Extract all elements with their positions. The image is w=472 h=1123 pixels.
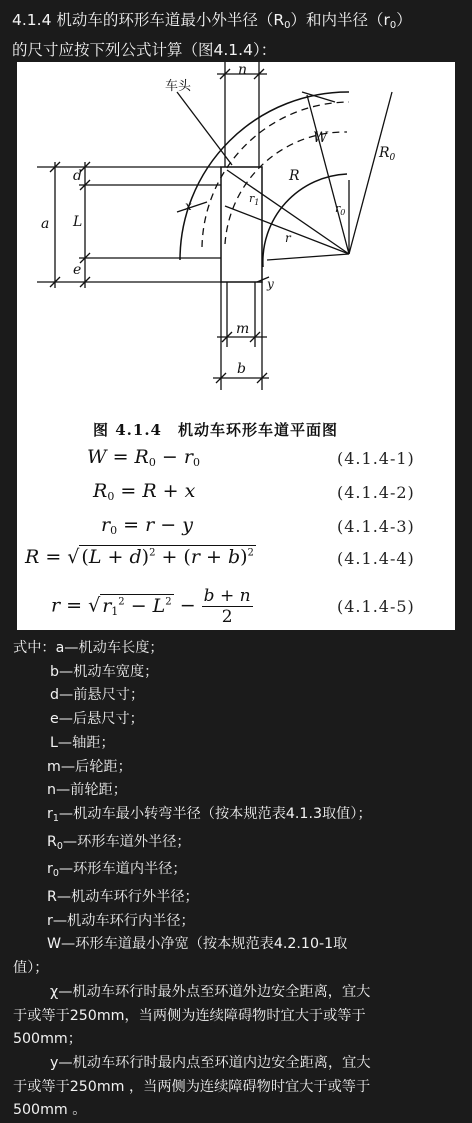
equation-formula: $r_0 = r - y$ (101, 514, 193, 537)
def-R0: $R_0—$环形车道外半径； (47, 833, 191, 852)
label-y: y (267, 277, 274, 291)
def-x-line1: χ—机动车环行时最外点至环道外边安全距离，宜大 (50, 983, 371, 1000)
label-R: R (289, 168, 300, 184)
label-a: a (41, 216, 50, 232)
label-d: d (73, 168, 82, 184)
equation-number: (4.1.4-3) (337, 517, 415, 536)
radius-r-line (267, 254, 349, 260)
equation-row (17, 480, 455, 514)
label-R0: $R_0$ (379, 145, 396, 163)
section-heading: 4.1.4 机动车的环形车道最小外半径$(R_0)$和内半径$(r_0)$ 的尺寸应按下列公式计算（图4.1.4）： (12, 11, 412, 59)
equation-row (17, 546, 455, 580)
label-r1: $r_1$ (249, 192, 260, 207)
def-y-line3: 500mm 。 (13, 1102, 87, 1119)
outer-lane-arc (180, 92, 349, 260)
equation-number: (4.1.4-1) (337, 449, 415, 468)
label-b: b (237, 361, 246, 377)
label-head: 车头 (165, 79, 192, 94)
label-r0: $r_0$ (335, 202, 346, 217)
def-x-line3: 500mm； (13, 1031, 82, 1048)
def-a: 式中：a—机动车长度； (13, 640, 164, 656)
head-pointer (177, 92, 232, 165)
def-r0: $r_0—$环形车道内半径； (47, 861, 187, 880)
equation-formula: r = √ $r_1^2 - L^2$ − $\frac{b + n}{2}$ (51, 586, 251, 627)
def-r: r—机动车环行内半径； (47, 912, 195, 929)
equation-row (17, 446, 455, 480)
label-n: n (238, 62, 248, 78)
def-L: L—轴距； (50, 734, 115, 751)
vehicle-rect (221, 167, 262, 282)
inner-lane-arc (263, 174, 347, 267)
def-y-line1: y—机动车环行时最内点至环道内边安全距离，宜大 (50, 1054, 371, 1071)
equation-number: (4.1.4-2) (337, 483, 415, 502)
equation-formula: $R_0 = R + x$ (93, 480, 196, 503)
radius-r1-line (225, 206, 349, 254)
equation-row (17, 586, 455, 630)
turning-lane-diagram (17, 62, 455, 407)
def-R: R—机动车环行外半径； (47, 889, 199, 906)
equation-row (17, 514, 455, 548)
def-r1: $r_1—$机动车最小转弯半径（按本规范表4.1.3取值）； (47, 805, 372, 824)
label-e: e (73, 262, 82, 278)
label-L: L (73, 214, 83, 230)
def-b: b—机动车宽度； (50, 663, 159, 680)
def-x-line2: 于或等于250mm，当两侧为连续障碍物时宜大于或等于 (13, 1007, 366, 1024)
equation-number: (4.1.4-4) (337, 549, 415, 568)
label-r: r (285, 231, 291, 245)
equation-formula: R = √ $(L + d)^2 + (r + b)^2$ (25, 546, 254, 568)
def-m: m—后轮距； (47, 758, 132, 775)
figure-caption: 图 4.1.4 机动车环形车道平面图 (93, 421, 338, 439)
def-n: n—前轮距； (47, 782, 127, 799)
def-d: d—前悬尺寸； (50, 687, 145, 704)
equation-formula: $W = R_0 - r_0$ (87, 446, 200, 469)
radius-R0-line (349, 92, 392, 254)
equation-number: (4.1.4-5) (337, 597, 415, 616)
def-y-line2: 于或等于250mm ，当两侧为连续障碍物时宜大于或等于 (13, 1078, 371, 1095)
figure-panel (17, 62, 455, 630)
def-W-line1: W—环形车道最小净宽（按本规范表4.2.10-1取 (47, 936, 348, 953)
label-m: m (236, 321, 250, 337)
label-x: x (185, 199, 192, 213)
symbol-definitions (13, 637, 463, 1123)
label-W: W (313, 130, 328, 146)
def-e: e—后悬尺寸； (50, 711, 144, 728)
mid-vehicle-arc (225, 132, 347, 244)
def-W-line2: 值）； (13, 960, 49, 977)
